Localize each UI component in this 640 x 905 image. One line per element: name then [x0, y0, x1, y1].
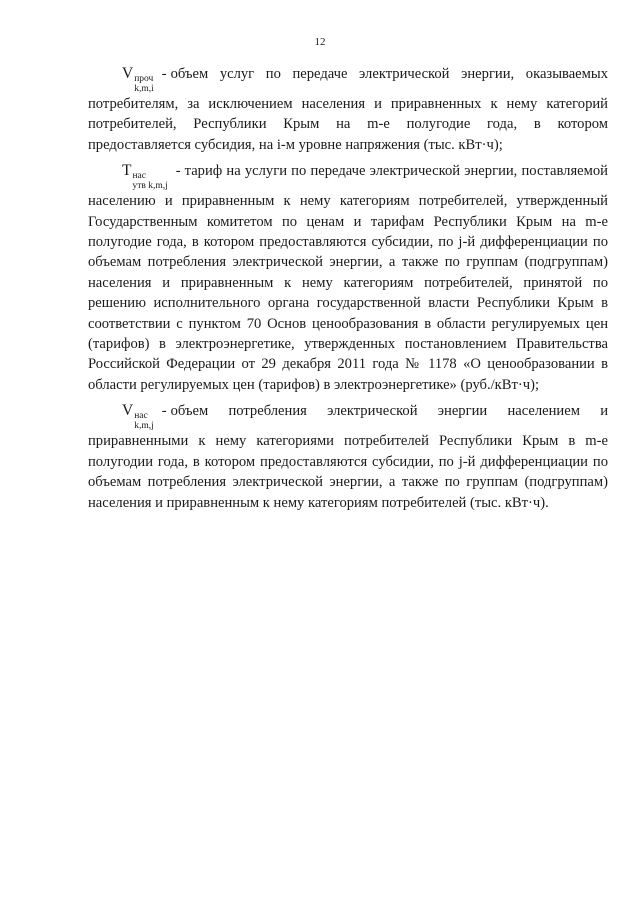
formula-symbol: [122, 161, 168, 191]
definition-dash: -: [161, 403, 167, 420]
page-number: 12: [314, 36, 326, 48]
definition-text: объем потребления электрической энергии населением и приравненными к нему категориями потребителей Республики Крым в m-е полугодии года, в котором предоставляются субсидии, по j-й дифференциации по объемам потребления электрической энергии, а также по группам (подгруппам) населения и приравненным к нему категориям потребителей (тыс. кВт·ч).: [88, 403, 608, 511]
definition-t-nas: [88, 161, 608, 395]
definition-text: объем услуг по передаче электрической энергии, оказываемых потребителям, за исключением населения и приравненных к нему категорий потребителей, Республики Крым на m-е полугодие года, в котором предоставляется субсидия, на i-м уровне напряжения (тыс. кВт·ч);: [88, 66, 608, 153]
document-body: [88, 64, 608, 517]
symbol-superscript: проч: [134, 74, 154, 84]
formula-symbol: [122, 401, 154, 431]
symbol-superscript: нас: [134, 411, 148, 422]
definition-text: тариф на услуги по передаче электрической энергии, поставляемой населению и приравненным к нему категориям потребителей, утвержденный Государственным комитетом по ценам и тарифам Республики Крым на m-е полугодие года, в котором предоставляются субсидии, по j-й дифференциации по объемам потребления электрической энергии, а также по группам (подгруппам) населения и приравненным к нему категориям потребителей, принятой по решению исполнительного органа государственной власти Республики Крым в соответствии с пунктом 70 Основ ценообразования в области регулируемых цен (тарифов) в электроэнергетике, утвержденных постановлением Правительства Российской Федерации от 29 декабря 2011 года № 1178 «О ценообразовании в области регулируемых цен (тарифов) в электроэнергетике» (руб./кВт·ч);: [88, 163, 608, 393]
definition-v-proch: [88, 64, 608, 155]
definition-v-nas: [88, 401, 608, 513]
symbol-superscript: нас: [132, 171, 146, 182]
symbol-subscript: утв k,m,j: [132, 181, 168, 192]
symbol-letter: T: [122, 162, 132, 180]
formula-symbol: [122, 64, 154, 94]
definition-dash: -: [161, 66, 167, 82]
symbol-subscript: k,m,j: [134, 421, 154, 432]
symbol-letter: V: [122, 65, 134, 82]
definition-dash: -: [175, 163, 181, 180]
symbol-letter: V: [122, 402, 134, 420]
symbol-subscript: k,m,i: [134, 84, 154, 94]
